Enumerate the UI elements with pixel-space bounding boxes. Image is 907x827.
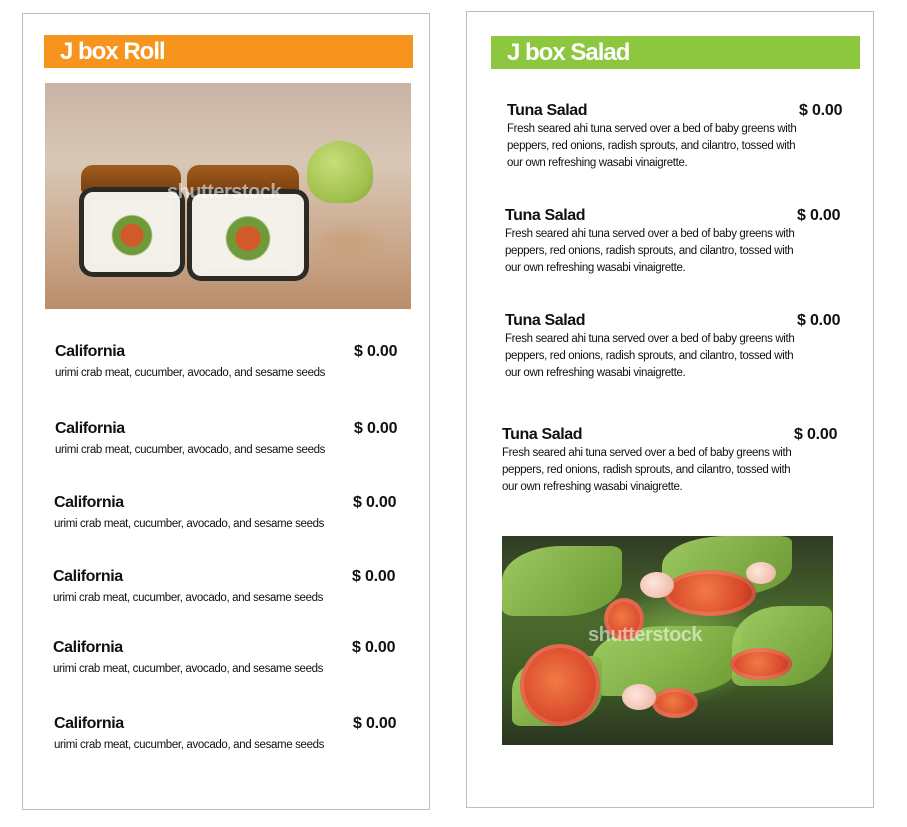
item-name: Tuna Salad [507,102,588,119]
wasabi-garnish [307,141,373,203]
sushi-photo [45,83,411,309]
item-description: Fresh seared ahi tuna served over a bed of baby greens with peppers, red onions, radish sprouts, and cilantro, tossed with our own refreshing wasabi vinaigrette. [507,123,797,169]
item-description: Fresh seared ahi tuna served over a bed of baby greens with peppers, red onions, radish sprouts, and cilantro, tossed with our own refreshing wasabi vinaigrette. [505,228,795,274]
item-name: Tuna Salad [505,312,586,329]
item-price: $ 0.00 [799,102,843,119]
item-price: $ 0.00 [354,420,398,437]
item-description: urimi crab meat, cucumber, avocado, and sesame seeds [54,739,325,751]
item-price: $ 0.00 [794,426,838,443]
tomato-slice [652,688,698,718]
tomato-slice [664,570,756,616]
item-name: California [54,715,124,732]
item-name: California [54,494,124,511]
item-description: Fresh seared ahi tuna served over a bed of baby greens with peppers, red onions, radish sprouts, and cilantro, tossed with our own refreshing wasabi vinaigrette. [505,333,795,379]
item-price: $ 0.00 [354,343,398,360]
roll-menu-card [22,13,430,810]
item-name: California [53,568,123,585]
tomato-slice [520,644,600,726]
lettuce-leaf [502,546,622,616]
shrimp-piece [640,572,674,598]
item-description: urimi crab meat, cucumber, avocado, and sesame seeds [53,592,324,604]
item-description: urimi crab meat, cucumber, avocado, and sesame seeds [53,663,324,675]
salad-section-title: J box Salad [491,36,860,69]
item-name: California [55,343,125,360]
photo-watermark: shutterstock [588,624,703,646]
item-name: California [55,420,125,437]
salad-menu-card [466,11,874,808]
item-price: $ 0.00 [797,312,841,329]
item-price: $ 0.00 [353,494,397,511]
shrimp-piece [622,684,656,710]
salad-photo [502,536,833,745]
shrimp-piece [746,562,776,584]
item-description: urimi crab meat, cucumber, avocado, and sesame seeds [54,518,325,530]
item-description: Fresh seared ahi tuna served over a bed of baby greens with peppers, red onions, radish sprouts, and cilantro, tossed with our own refreshing wasabi vinaigrette. [502,447,792,493]
sushi-roll-filling [91,199,173,265]
photo-watermark: shutterstock [167,181,282,203]
tomato-slice [730,648,792,680]
sushi-roll-filling [201,201,295,269]
item-price: $ 0.00 [797,207,841,224]
item-name: Tuna Salad [505,207,586,224]
item-price: $ 0.00 [353,715,397,732]
roll-section-title: J box Roll [44,35,413,68]
item-name: California [53,639,123,656]
item-description: urimi crab meat, cucumber, avocado, and sesame seeds [55,444,326,456]
item-price: $ 0.00 [352,568,396,585]
item-description: urimi crab meat, cucumber, avocado, and sesame seeds [55,367,326,379]
item-name: Tuna Salad [502,426,583,443]
item-price: $ 0.00 [352,639,396,656]
